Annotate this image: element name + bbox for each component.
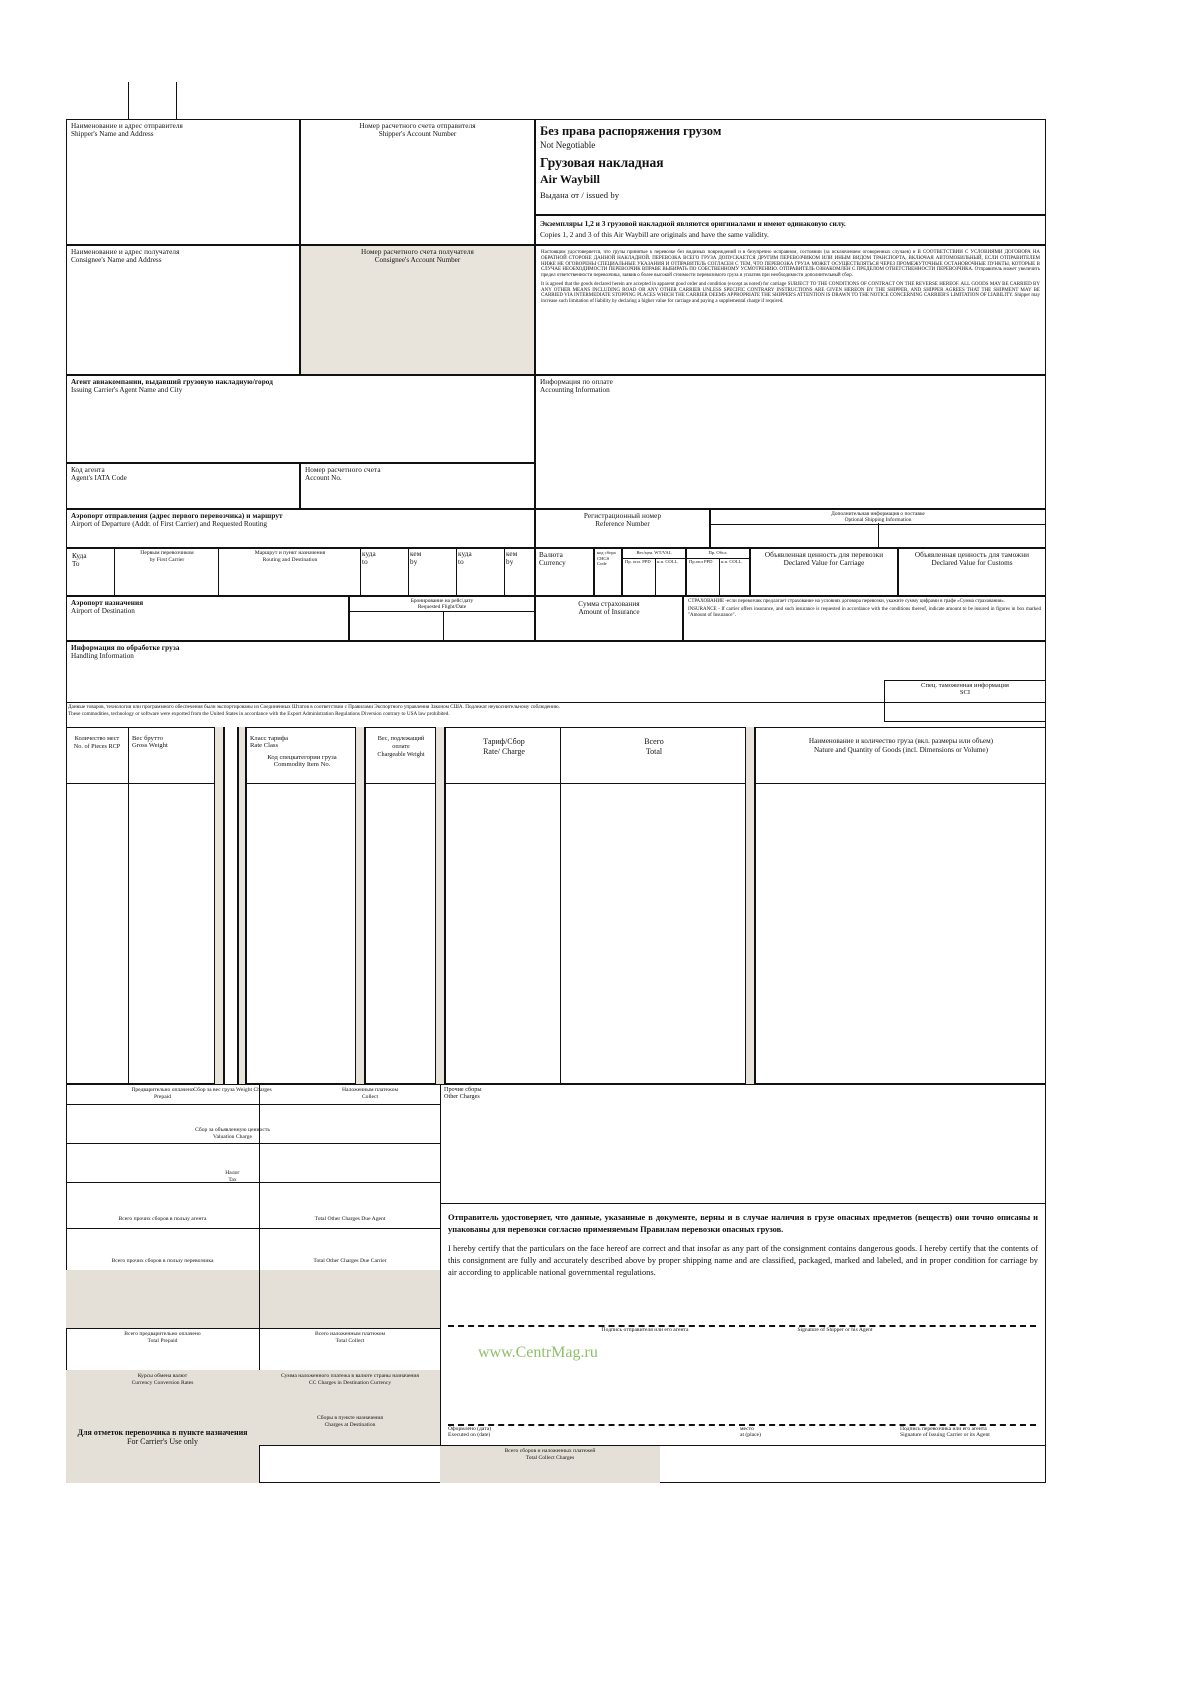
valuation-charge-label-ru: Сбор за объявленную ценность xyxy=(195,1127,270,1133)
certification-ru: Отправитель удостоверяет, что данные, указанные в документе, верны и в случае наличия в грузе опасных предметов (веществ) они точно описаны и упакованы для перевозки согласно применяемым Правилам перевозки опасных грузов. xyxy=(448,1213,1038,1234)
chgs-code-box[interactable] xyxy=(594,548,622,596)
charges-dest-label-en: Charges at Destination xyxy=(324,1421,376,1428)
sig-shipper-label-en: Signature of Shipper or his Agent xyxy=(797,1327,873,1333)
routing-div-6 xyxy=(504,548,505,596)
amount-of-insurance-box[interactable] xyxy=(535,596,683,641)
charges-dest-label xyxy=(262,1415,438,1429)
total-collect-label-ru: Всего наложенным платежом xyxy=(314,1331,386,1337)
col-header-gross-weight xyxy=(132,735,212,749)
wtval-box[interactable] xyxy=(622,548,686,596)
routing-div-4 xyxy=(408,548,409,596)
col-header-chargeable-ru: Вес, подлежащий оплате xyxy=(377,735,425,750)
charges-dest-label-ru: Сборы в пункте назначения xyxy=(317,1415,383,1421)
executed-label-en: Executed on (date) xyxy=(448,1432,491,1438)
by2-label-en: by xyxy=(410,558,418,566)
to-label-en: To xyxy=(72,560,80,568)
routing-div-1 xyxy=(114,548,115,596)
to2-label-ru: куда xyxy=(362,550,376,558)
col-strip-5 xyxy=(745,727,755,1084)
issuing-agent-box[interactable] xyxy=(66,375,535,463)
carrier-use-block xyxy=(66,1412,259,1483)
account-no-label-en: Account No. xyxy=(305,474,342,482)
dvcu-label-en: Declared Value for Customs xyxy=(931,559,1013,567)
col-header-gross-weight-en: Gross Weight xyxy=(132,742,168,749)
col-div-5 xyxy=(560,727,561,1084)
col-header-rate-en: Rate/ Charge xyxy=(483,747,525,756)
total-cc-label-ru: Всего сборов и наложенных платежей xyxy=(504,1448,596,1454)
goods-table xyxy=(66,727,1046,1084)
chgs-code-ru: код сбора xyxy=(597,550,616,555)
routing-div-3 xyxy=(360,548,361,596)
weight-charges-label xyxy=(140,1087,325,1094)
shipper-account-number-box[interactable] xyxy=(300,119,535,245)
export-statement-en: These commodities, technology or software were exported from the United States in accordance with the Export Administration Regulations Diversion contrary to USA law prohibited. xyxy=(68,711,450,718)
total-collect-label-en: Total Collect xyxy=(335,1337,365,1344)
col-header-rate-class-ru: Класс тарифа xyxy=(250,735,289,742)
reference-number-box[interactable] xyxy=(535,509,710,548)
col-div-6 xyxy=(755,727,756,1084)
export-statement-ru: Данные товаров, технологии или программного обеспечения были экспортированы из Соединенных Штатов в соответствии с Правилами Экспортного управления Законом США. Подлежат неукоснительному соблюдению. xyxy=(68,704,560,710)
accounting-label-ru: Информация по оплате xyxy=(540,378,613,386)
account-no-box[interactable] xyxy=(300,463,535,509)
reference-label-ru: Регистрационный номер xyxy=(583,512,662,520)
consignee-label-en: Consignee's Name and Address xyxy=(71,256,162,264)
optional-label-en: Optional Shipping Information xyxy=(844,517,912,523)
total-agent-label-ru-wrap xyxy=(70,1216,255,1223)
conditions-of-contract-box xyxy=(535,245,1046,375)
wtval-ppd: Пр. опл. PPD xyxy=(625,559,651,564)
carrier-use-label-ru: Для отметок перевозчика в пункте назначения xyxy=(77,1428,248,1437)
airport-of-departure-box[interactable] xyxy=(66,509,535,548)
col-header-pieces xyxy=(68,735,126,751)
valuation-charge-label xyxy=(140,1127,325,1141)
optional-label-ru: Дополнительная информация о поставке xyxy=(831,511,925,517)
col-header-commodity-en: Commodity Item No. xyxy=(273,761,331,768)
place-label-en: at (place) xyxy=(740,1432,761,1438)
tax-label-ru: Налог xyxy=(225,1170,240,1176)
agent-iata-code-box[interactable] xyxy=(66,463,300,509)
col-header-rate-class-en: Rate Class xyxy=(250,742,279,749)
cert-separator-top xyxy=(440,1203,1046,1204)
other-label: Пр. Обсл. xyxy=(708,550,728,555)
conditions-en: It is agreed that the goods declared herein are accepted in apparent good order and condition (except as noted) for carriage SUBJECT TO THE CONDITIONS OF CONTRACT ON THE REVERSE HEREOF. ALL GOODS MAY BE CARRIED BY ANY OTHER MEANS INCLUDING ROAD OR ANY OTHER CARRIER UNLESS SPECIFIC CONTRARY INSTRUCTIONS ARE GIVEN HEREON BY THE SHIPPER, AND SHIPPER AGREES THAT THE SHIPMENT MAY BE CARRIED VIA INTERMEDIATE STOPPING PLACES WHICH THE CARRIER DEEMS APPROPRIATE THE SHIPPER'S ATTENTION IS DRAWN TO THE NOTICE CONCERNING CARRIER'S LIMITATION OF LIABILITY. Shipper may increase such limitation of liability by declaring a higher value for carriage and paying a supplemental charge if required. xyxy=(541,281,1040,304)
charges-row-2 xyxy=(66,1143,440,1144)
copies-validity-ru: Экземпляры 1,2 и 3 грузовой накладной являются оригиналами и имеют одинаковую силу. xyxy=(540,219,846,228)
corner-tick-left xyxy=(128,82,129,120)
charges-row-4 xyxy=(66,1228,440,1229)
total-prepaid-label-en: Total Prepaid xyxy=(147,1337,178,1344)
watermark: www.CentrMag.ru xyxy=(478,1344,598,1361)
col-header-total xyxy=(564,737,744,757)
iata-label-en: Agent's IATA Code xyxy=(71,474,127,482)
other-charges-label xyxy=(444,1086,744,1100)
cc-charges-label-ru: Сумма наложенного платежа в валюте страны назначения xyxy=(281,1373,419,1379)
consignee-account-label-ru: Номер расчетного счета получателя xyxy=(361,248,474,256)
not-negotiable-en: Not Negotiable xyxy=(540,140,596,150)
copies-validity-en: Copies 1, 2 and 3 of this Air Waybill are originals and have the same validity. xyxy=(540,230,769,239)
by-first-carrier-en: by First Carrier xyxy=(149,556,185,563)
col-header-gross-weight-ru: Вес брутто xyxy=(132,735,163,742)
charges-row-6 xyxy=(66,1328,440,1329)
airport-of-destination-box[interactable] xyxy=(66,596,349,641)
other-charges-label-ru: Прочие сборы xyxy=(444,1086,482,1093)
collect-label xyxy=(300,1087,440,1101)
to3-label-ru: куда xyxy=(458,550,472,558)
goods-header-separator xyxy=(66,783,1046,784)
col-header-nature-ru: Наименование и количество груза (вкл. размеры или объем) xyxy=(808,737,994,745)
executed-label xyxy=(448,1426,608,1438)
total-cc-label-en: Total Collect Charges xyxy=(525,1454,575,1461)
col-strip-4 xyxy=(435,727,445,1084)
prepaid-label-en: Prepaid xyxy=(153,1093,172,1100)
sci-label-ru: Спец. таможенная информация xyxy=(921,682,1009,689)
destination-label-en: Airport of Destination xyxy=(71,607,135,615)
total-cc-label xyxy=(444,1448,656,1462)
col-div-2 xyxy=(246,727,247,1084)
shipper-account-label-ru: Номер расчетного счета отправителя xyxy=(359,122,476,130)
sig-carrier-label xyxy=(900,1426,1040,1438)
routing-div-5 xyxy=(456,548,457,596)
charges-row-1 xyxy=(66,1104,440,1105)
col-header-nature-goods xyxy=(759,737,1043,755)
not-negotiable-ru: Без права распоряжения грузом xyxy=(540,124,722,138)
by3-label-ru: кем xyxy=(506,550,518,558)
tax-label-en: Tax xyxy=(228,1176,237,1183)
total-carrier-label-en: Total Other Charges Due Carrier xyxy=(313,1258,387,1264)
currency-conversion-label-ru: Курсы обмена валют xyxy=(137,1373,188,1379)
col-header-total-ru: Всего xyxy=(644,737,664,746)
total-carrier-label-ru: Всего прочих сборов в пользу перевозчика xyxy=(111,1258,214,1264)
col-header-chargeable-en: Chargeable Weight xyxy=(377,750,425,758)
consignee-account-label-en: Consignee's Account Number xyxy=(374,256,461,264)
insurance-label-en: Amount of Insurance xyxy=(578,608,640,616)
total-agent-label-en: Total Other Charges Due Agent xyxy=(314,1216,386,1222)
by3-label-en: by xyxy=(506,558,514,566)
wtval-label: Вес/цен. WT/VAL xyxy=(636,550,672,555)
col-header-chargeable-weight xyxy=(369,735,433,758)
sig-shipper-label-ru: Подпись отправителя или его агента xyxy=(601,1327,689,1333)
consignee-account-number-box[interactable] xyxy=(300,245,535,375)
handling-label-en: Handling Information xyxy=(71,652,134,660)
cc-charges-label-en: CC Charges in Destination Currency xyxy=(308,1379,392,1386)
charges-div-right xyxy=(440,1084,441,1483)
by2-label-ru: кем xyxy=(410,550,422,558)
insurance-note-en: INSURANCE - If carrier offers insurance, and such insurance is requested in accordance with the conditions thereof, indicate amount to be insured in figures in box marked "Amount of Insurance". xyxy=(688,606,1041,618)
awb-title-en: Air Waybill xyxy=(540,172,600,186)
sci-label-en: SCI xyxy=(959,689,971,696)
shaded-block-right xyxy=(259,1270,440,1328)
dvcu-label-ru: Объявленная ценность для таможни xyxy=(914,551,1030,559)
awb-title-box xyxy=(535,119,1046,215)
shipper-account-label-en: Shipper's Account Number xyxy=(378,130,457,138)
col-strip-rate-class xyxy=(224,727,238,1084)
insurance-note-box xyxy=(683,596,1046,641)
departure-label-en: Airport of Departure (Addr. of First Carrier) and Requested Routing xyxy=(71,520,268,528)
certification-en: I hereby certify that the particulars on the face hereof are correct and that insofar as any part of the consignment contains dangerous goods. I hereby certify that the contents of this consignment are fully and accurately described above by proper shipping name and are classified, packaged, marked and labeled, and in proper condition for carriage by air according to applicable national governmental regulations. xyxy=(448,1244,1038,1277)
to-label-ru: Куда xyxy=(72,552,87,560)
cc-charges-label xyxy=(262,1373,438,1387)
sig-carrier-label-en: Signature of Issuing Carrier or its Agent xyxy=(900,1432,990,1438)
weight-charges-label-ru: Сбор за вес груза Weight Charges xyxy=(193,1087,272,1093)
sig-shipper-label-en-wrap xyxy=(740,1327,930,1334)
wtval-coll: н.п. COLL. xyxy=(657,559,679,564)
other-charges-code-box[interactable] xyxy=(686,548,750,596)
declared-value-carriage-box[interactable] xyxy=(750,548,898,596)
col-header-pieces-ru: Количество мест xyxy=(74,735,120,742)
iata-label-ru: Код агента xyxy=(71,466,105,474)
currency-conversion-label-en: Currency Conversion Rates xyxy=(131,1379,194,1386)
flight-label-ru: Бронирование на рейс/дату xyxy=(410,598,474,604)
col-strip-kg xyxy=(214,727,224,1084)
declared-value-customs-box[interactable] xyxy=(898,548,1046,596)
issued-by-label: Выдана от / issued by xyxy=(540,190,620,200)
optional-divider xyxy=(878,523,879,548)
carrier-use-label-en: For Carrier's Use only xyxy=(127,1437,198,1446)
shipper-label-ru: Наименование и адрес отправителя xyxy=(71,122,183,130)
shaded-block-left xyxy=(66,1270,259,1328)
conditions-ru: Настоящим удостоверяется, что грузы принятые к перевозке без видимых повреждений и в безупречно исправном, состоянии (за исключением оговоренных случаев) и В СООТВЕТСТВИИ С УСЛОВИЯМИ ДОГОВОРА НА ОБРАТНОЙ СТОРОНЕ ДАННОЙ НАКЛАДНОЙ. ПЕРЕВОЗКА ВСЕГО ГРУЗА ДОПУСКАЕТСЯ ДРУГИМ ПЕРЕВОЗЧИКОМ ИЛИ ИНЫМ ВИДОМ ТРАНСПОРТА, ВКЛЮЧАЯ АВТОМОБИЛЬНЫЙ, ЕСЛИ ОТПРАВИТЕЛЕМ НИЖЕ НЕ ОГОВОРЕНЫ СПЕЦИАЛЬНЫЕ УКАЗАНИЯ И ОТПРАВИТЕЛЬ СОГЛАСЕН С ТЕМ, ЧТО ПЕРЕВОЗКА ГРУЗА МОЖЕТ ОСУЩЕСТВЛЯТЬСЯ ЧЕРЕЗ ПРОМЕЖУТОЧНЫЕ ОСТАНОВОЧНЫЕ ПУНКТЫ, КОТОРЫЕ В СЛУЧАЕ НЕОБХОДИМОСТИ ПЕРЕВОЗЧИК ВПРАВЕ ВЫБИРАТЬ ПО СОБСТВЕННОМУ УСМОТРЕНИЮ. ОТПРАВИТЕЛЬ ОЗНАКОМЛЕН С ПРЕДЕЛОМ ОТВЕТСТВЕННОСТИ ПЕРЕВОЗЧИКА. Отправитель может увеличить предел ответственности перевозчика, заявив о более высокой стоимости перевозимого груза и уплатив при необходимости дополнительный сбор. xyxy=(541,250,1040,278)
by-first-carrier-ru: Первым перевозчиком xyxy=(140,550,194,556)
col-div-3 xyxy=(365,727,366,1084)
place-label xyxy=(740,1426,830,1438)
agent-label-ru: Агент авиакомпании, выдавший грузовую накладную/город xyxy=(71,378,274,386)
flight-label-en: Requested Flight/Date xyxy=(417,604,467,610)
prepaid-label-ru: Предварительно оплачено xyxy=(131,1087,194,1093)
reference-label-en: Reference Number xyxy=(595,520,650,528)
accounting-information-box[interactable] xyxy=(535,375,1046,509)
place-label-ru: место xyxy=(740,1426,754,1432)
sig-shipper-label xyxy=(560,1327,730,1334)
col-header-rate-ru: Тариф/Сбор xyxy=(483,737,525,746)
accounting-label-en: Accounting Information xyxy=(540,386,610,394)
copies-validity-box xyxy=(535,215,1046,245)
valuation-charge-label-en: Valuation Charge xyxy=(213,1133,252,1140)
total-carrier-label-ru-wrap xyxy=(70,1258,255,1265)
col-header-rate-class xyxy=(250,735,354,768)
total-prepaid-label xyxy=(70,1331,255,1345)
charges-row-10 xyxy=(440,1445,1046,1446)
routing-div-2 xyxy=(218,548,219,596)
col-header-total-en: Total xyxy=(645,747,663,756)
other-charges-label-en: Other Charges xyxy=(444,1093,480,1100)
col-strip-3 xyxy=(355,727,365,1084)
corner-tick-right xyxy=(176,82,177,120)
total-collect-label xyxy=(262,1331,438,1345)
tax-label xyxy=(140,1170,325,1184)
executed-label-ru: Оформлено (дата) xyxy=(448,1426,492,1432)
insurance-label-ru: Сумма страхования xyxy=(578,600,640,608)
dvc-label-en: Declared Value for Carriage xyxy=(783,559,865,567)
collect-label-en: Collect xyxy=(361,1093,379,1100)
sig-carrier-label-ru: Подпись перевозчика или его агента xyxy=(900,1426,987,1432)
col-header-pieces-en: No. of Pieces RCP xyxy=(73,742,121,750)
col-header-commodity-ru: Код спецкатегории груза xyxy=(267,754,337,761)
total-agent-label-en-wrap xyxy=(262,1216,438,1223)
col-header-nature-en: Nature and Quantity of Goods (incl. Dimensions or Volume) xyxy=(813,746,988,754)
chgs-code-en: CHGS Code xyxy=(597,555,610,566)
consignee-label-ru: Наименование и адрес получателя xyxy=(71,248,180,256)
routing-destination-en: Routing and Destination xyxy=(262,556,318,563)
currency-label-en: Currency xyxy=(539,559,566,567)
currency-conversion-label xyxy=(70,1373,255,1387)
dvc-label-ru: Объявленная ценность для перевозки xyxy=(764,551,884,559)
departure-label-ru: Аэропорт отправления (адрес первого перевозчика) и маршрут xyxy=(71,512,283,520)
collect-label-ru: Наложенным платежом xyxy=(342,1087,398,1093)
handling-label-ru: Информация по обработке груза xyxy=(71,644,180,652)
total-carrier-label-en-wrap xyxy=(262,1258,438,1265)
awb-title-ru: Грузовая накладная xyxy=(540,155,664,170)
col-div-1 xyxy=(128,727,129,1084)
insurance-note-ru: СТРАХОВАНИЕ -если перевозчик предлагает страхование на условиях договора перевозки, укажите сумму цифрами в графе «Сумма страхования». xyxy=(688,599,1006,604)
destination-label-ru: Аэропорт назначения xyxy=(71,599,144,607)
total-agent-label-ru: Всего прочих сборов в пользу агента xyxy=(118,1216,207,1222)
to2-label-en: to xyxy=(362,558,368,566)
currency-box[interactable] xyxy=(535,548,594,596)
carrier-use-label xyxy=(70,1428,255,1446)
col-header-rate-charge xyxy=(449,737,559,757)
sci-box[interactable] xyxy=(884,680,1046,722)
shipper-label-en: Shipper's Name and Address xyxy=(71,130,154,138)
consignee-name-address-box[interactable] xyxy=(66,245,300,375)
requested-flight-date-box[interactable] xyxy=(349,596,535,641)
col-strip-2 xyxy=(238,727,246,1084)
other-coll: н.п. COLL. xyxy=(721,559,743,564)
account-no-label-ru: Номер расчетного счета xyxy=(305,466,381,474)
col-div-4 xyxy=(445,727,446,1084)
agent-label-en: Issuing Carrier's Agent Name and City xyxy=(71,386,183,394)
to3-label-en: to xyxy=(458,558,464,566)
total-prepaid-label-ru: Всего предварительно оплачено xyxy=(124,1331,201,1337)
shipper-name-address-box[interactable] xyxy=(66,119,300,245)
other-ppd: Пр.опл PPD xyxy=(689,559,713,564)
currency-label-ru: Валюта xyxy=(539,551,563,559)
charges-row-9 xyxy=(259,1445,440,1446)
routing-destination-ru: Маршрут и пункт назначения xyxy=(254,550,326,556)
